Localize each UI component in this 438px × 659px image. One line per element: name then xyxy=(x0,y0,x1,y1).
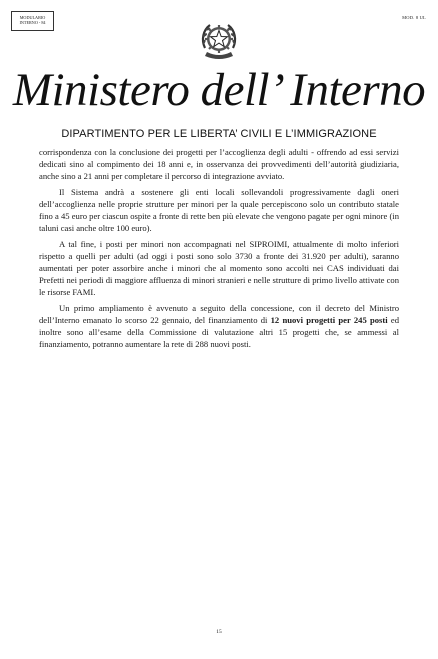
modulario-line-2: INTERNO - 84 xyxy=(19,20,46,25)
paragraph-2: Il Sistema andrà a sostenere gli enti locali sollevandoli progressivamente dagli oneri dell’accoglienza nelle proprie strutture per minori per la quale percepiscono solo un contributo statale fino a 45 euro per ciascun ospite a fronte di rette ben più elevate che vengono pagate per ogni minore (in taluni casi anche oltre 100 euro). xyxy=(39,187,399,233)
department-heading: DIPARTIMENTO PER LE LIBERTA’ CIVILI E L’IMMIGRAZIONE xyxy=(61,128,377,140)
modulario-line-1: MODULARIO xyxy=(19,15,46,20)
republic-emblem-icon xyxy=(197,18,241,66)
model-code: MOD. 8 UL xyxy=(402,15,426,20)
paragraph-4-text-a: Un primo ampliamento è avvenuto a seguito della concessione, con il decreto del Ministro dell’Interno emanato lo scorso 22 gennaio, del finanziamento di xyxy=(39,303,399,325)
page-number: 15 xyxy=(216,629,222,635)
paragraph-4 xyxy=(39,302,399,350)
paragraph-3: A tal fine, i posti per minori non accompagnati nel SIPROIMI, attualmente di molto inferiori rispetto a quelli per adulti (ad oggi i posti sono solo 3730 a fronte dei 31.920 per adulti), saranno aumentati per poter assorbire anche i minori che al momento sono accolti nei CAS individuati dai Prefetti nei periodi di maggiore affluenza di minori stranieri e nelle strutture di primo livello attivate con le risorse FAMI. xyxy=(39,239,399,297)
ministry-title: Ministero dell’ Interno xyxy=(12,64,426,116)
modulario-stamp xyxy=(11,11,54,31)
paragraph-1: corrispondenza con la conclusione dei progetti per l’accoglienza degli adulti - offrendo ad essi servizi dedicati sino al compimento dei 18 anni e, in osservanza dei provvedimenti dell’autorità giudiziaria, anche sino a 21 anni per completare il percorso di integrazione avviato. xyxy=(39,147,399,181)
paragraph-4-text-b: ed inoltre sono all’esame della Commissione di valutazione altri 15 progetti che, se ammessi al finanziamento, potranno aumentare la rete di 288 nuovi posti. xyxy=(39,315,399,349)
document-body xyxy=(39,146,399,354)
paragraph-4-bold: 12 nuovi progetti per 245 posti xyxy=(270,315,388,325)
